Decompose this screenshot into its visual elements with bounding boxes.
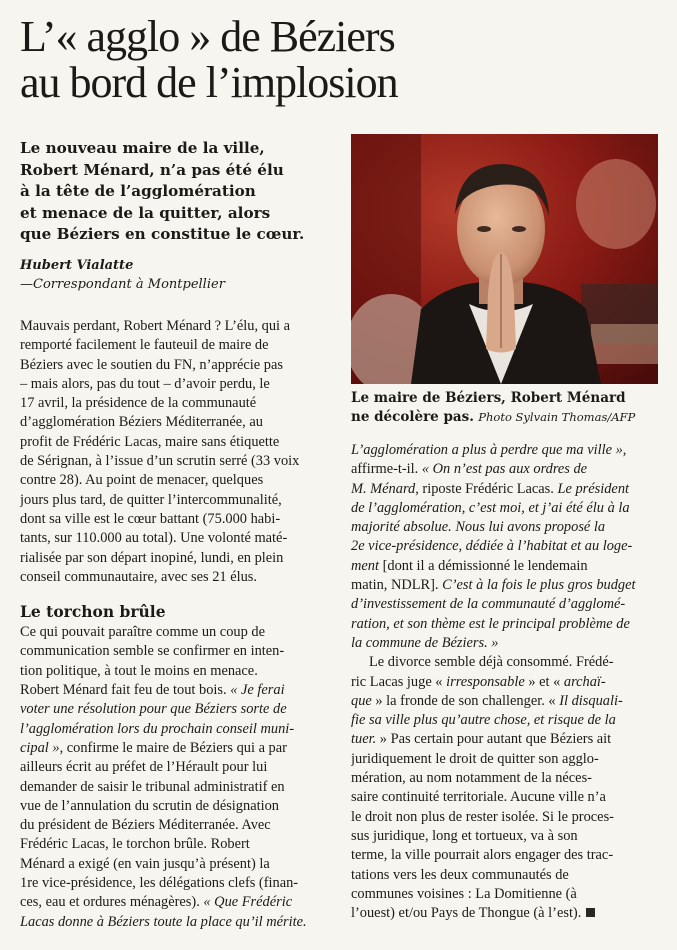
body-text: [dont il a démissionné le lendemain bbox=[382, 557, 588, 574]
body-line bbox=[351, 537, 660, 556]
article-column-1 bbox=[20, 317, 330, 932]
body-line: sus juridique, long et tortueux, va à son bbox=[351, 827, 578, 844]
author-role: —Correspondant à Montpellier bbox=[20, 277, 225, 292]
quote-text: L’agglomération a plus à perdre que ma ville », bbox=[351, 442, 627, 458]
photo-credit: Photo Sylvain Thomas/AFP bbox=[478, 410, 636, 424]
body-line: rialisée par son départ inopiné, lundi, en plein bbox=[20, 549, 284, 566]
body-line: demander de saisir le tribunal administratif en bbox=[20, 778, 285, 795]
caption-line-1: Le maire de Béziers, Robert Ménard bbox=[351, 390, 626, 406]
body-line bbox=[351, 480, 660, 499]
quote-text: d’investissement de la communauté d’agglomé- bbox=[351, 596, 626, 613]
body-line: communes voisines : La Domitienne (à bbox=[351, 885, 577, 902]
quote-text: cipal » bbox=[20, 739, 60, 756]
end-mark-icon bbox=[586, 908, 595, 917]
body-line bbox=[351, 576, 660, 595]
body-line bbox=[20, 720, 330, 739]
body-line bbox=[20, 893, 330, 912]
quote-text: de l’agglomération, c’est moi, et j’ai été élu à la bbox=[351, 499, 630, 516]
portrait-photo-image bbox=[351, 134, 658, 384]
body-line: d’agglomération Béziers Méditerranée, au bbox=[20, 414, 263, 431]
quote-text: tuer. bbox=[351, 731, 377, 748]
body-text: » Pas certain pour autant que Béziers ait bbox=[376, 731, 612, 748]
body-line: – mais alors, pas du tout – d’avoir perdu, le bbox=[20, 375, 270, 392]
body-line: conseil communautaire, avec ses 21 élus. bbox=[20, 568, 257, 585]
body-text: » et « bbox=[524, 673, 564, 690]
body-line bbox=[351, 673, 660, 692]
headline-line-1: L’« agglo » de Béziers bbox=[20, 12, 395, 61]
body-line bbox=[351, 692, 660, 711]
body-line bbox=[20, 739, 330, 758]
byline bbox=[20, 256, 340, 294]
body-line: Ménard a exigé (en vain jusqu’à présent) la bbox=[20, 855, 270, 872]
body-line: Le divorce semble déjà consommé. Frédé- bbox=[369, 654, 614, 671]
body-line bbox=[20, 913, 330, 932]
body-text: » la fronde de son challenger. « bbox=[371, 692, 560, 709]
body-line: remporté facilement le fauteuil de maire de bbox=[20, 337, 269, 354]
body-line bbox=[351, 730, 660, 749]
body-line bbox=[351, 634, 660, 653]
body-text: l’ouest) et/ou Pays de Thongue (à l’est). bbox=[351, 905, 582, 922]
body-line: 1re vice-présidence, les délégations clefs (finan- bbox=[20, 875, 299, 892]
body-text: Robert Ménard fait feu de tout bois. bbox=[20, 682, 231, 699]
quote-text: archaï- bbox=[563, 673, 606, 690]
caption-line-2: ne décolère pas. bbox=[351, 409, 474, 425]
lede-line: Robert Ménard, n’a pas été élu bbox=[20, 160, 284, 179]
quote-text: voter une résolution pour que Béziers sorte de bbox=[20, 701, 287, 718]
body-line bbox=[20, 681, 330, 700]
quote-text: ment bbox=[351, 557, 383, 574]
body-line bbox=[351, 557, 660, 576]
body-line bbox=[351, 499, 660, 518]
body-text: ces, eau et ordures ménagères). bbox=[20, 894, 204, 911]
body-line: de Sérignan, à l’issue d’un scrutin serré (33 voix bbox=[20, 453, 300, 470]
quote-text: M. Ménard bbox=[351, 480, 416, 497]
body-line: juridiquement le droit de quitter son agglo- bbox=[351, 750, 599, 767]
lede bbox=[20, 138, 340, 246]
body-line: 17 avril, la présidence de la communauté bbox=[20, 395, 257, 412]
quote-text: Lacas donne à Béziers toute la place qu’il mérite. bbox=[20, 913, 307, 930]
lede-line: que Béziers en constitue le cœur. bbox=[20, 225, 305, 243]
body-line: contre 28). Au point de menacer, quelques bbox=[20, 472, 264, 489]
body-line bbox=[351, 615, 660, 634]
body-line: mération, au nom notamment de la néces- bbox=[351, 770, 592, 787]
body-line: Frédéric Lacas, le torchon brûle. Robert bbox=[20, 836, 250, 853]
body-line: dont sa ville est le cœur battant (75.000 habi- bbox=[20, 510, 281, 527]
quote-text: irresponsable bbox=[446, 673, 525, 690]
body-line bbox=[351, 460, 660, 479]
article-column-2 bbox=[351, 441, 660, 923]
body-line: tion politique, à tout le moins en menace. bbox=[20, 662, 258, 679]
body-line: Ce qui pouvait paraître comme un coup de bbox=[20, 624, 265, 641]
quote-text: « On n’est pas aux ordres de bbox=[421, 461, 588, 478]
headline bbox=[20, 14, 660, 106]
quote-text: C’est à la fois le plus gros budget bbox=[442, 577, 636, 594]
body-line: jours plus tard, de quitter l’intercommunalité, bbox=[20, 491, 282, 508]
quote-text: « Que Frédéric bbox=[203, 894, 293, 911]
body-line bbox=[351, 711, 660, 730]
quote-text: Il disquali- bbox=[559, 692, 623, 709]
headline-line-2: au bord de l’implosion bbox=[20, 58, 398, 107]
body-line: du président de Béziers Méditerranée. Avec bbox=[20, 817, 271, 834]
lede-line: Le nouveau maire de la ville, bbox=[20, 139, 265, 157]
lede-line: à la tête de l’agglomération bbox=[20, 182, 256, 200]
body-line: saire continuité territoriale. Aucune ville n’a bbox=[351, 789, 606, 806]
body-line bbox=[351, 518, 660, 537]
body-line: le droit non plus de rester isolée. Si le proces- bbox=[351, 808, 614, 825]
body-line: Mauvais perdant, Robert Ménard ? L’élu, qui a bbox=[20, 318, 291, 334]
photo-caption bbox=[351, 389, 661, 427]
author-name: Hubert Vialatte bbox=[20, 258, 134, 273]
body-text: matin, NDLR]. bbox=[351, 577, 443, 594]
portrait-photo bbox=[351, 134, 658, 384]
quote-text: ration, et son thème est le principal problème de bbox=[351, 615, 630, 632]
body-line: communication semble se confirmer en inten- bbox=[20, 643, 285, 660]
quote-text: « Je ferai bbox=[230, 682, 285, 699]
body-line: tants, sur 110.000 au total). Une volonté maté- bbox=[20, 530, 288, 547]
quote-text: majorité absolue. Nous lui avons proposé la bbox=[351, 519, 606, 536]
body-line: Béziers avec le soutien du FN, n’apprécie pas bbox=[20, 356, 283, 373]
body-line bbox=[351, 904, 660, 923]
body-line: profit de Frédéric Lacas, maire sans étiquette bbox=[20, 433, 280, 450]
body-text: ric Lacas juge « bbox=[351, 673, 447, 690]
section-subhead: Le torchon brûle bbox=[20, 602, 166, 622]
body-text: , riposte Frédéric Lacas. bbox=[415, 480, 558, 497]
lede-line: et menace de la quitter, alors bbox=[20, 203, 271, 222]
body-line: terme, la ville pourrait alors engager des trac- bbox=[351, 847, 614, 864]
body-text: , confirme le maire de Béziers qui a par bbox=[59, 739, 287, 756]
quote-text: l’agglomération lors du prochain conseil muni- bbox=[20, 720, 295, 737]
body-line bbox=[351, 441, 660, 460]
body-text: affirme-t-il. bbox=[351, 461, 422, 478]
body-line: tations vers les deux communautés de bbox=[351, 866, 569, 883]
body-line: ailleurs écrit au préfet de l’Hérault pour lui bbox=[20, 759, 268, 776]
quote-text: que bbox=[351, 692, 372, 709]
body-line bbox=[351, 595, 660, 614]
quote-text: la commune de Béziers. » bbox=[351, 634, 499, 651]
quote-text: 2e vice-présidence, dédiée à l’habitat et au loge- bbox=[351, 538, 633, 555]
body-line bbox=[20, 700, 330, 719]
quote-text: Le président bbox=[557, 480, 630, 497]
quote-text: fie sa ville plus qu’autre chose, et risque de la bbox=[351, 712, 616, 729]
body-line: vue de l’annulation du scrutin de désignation bbox=[20, 797, 279, 814]
